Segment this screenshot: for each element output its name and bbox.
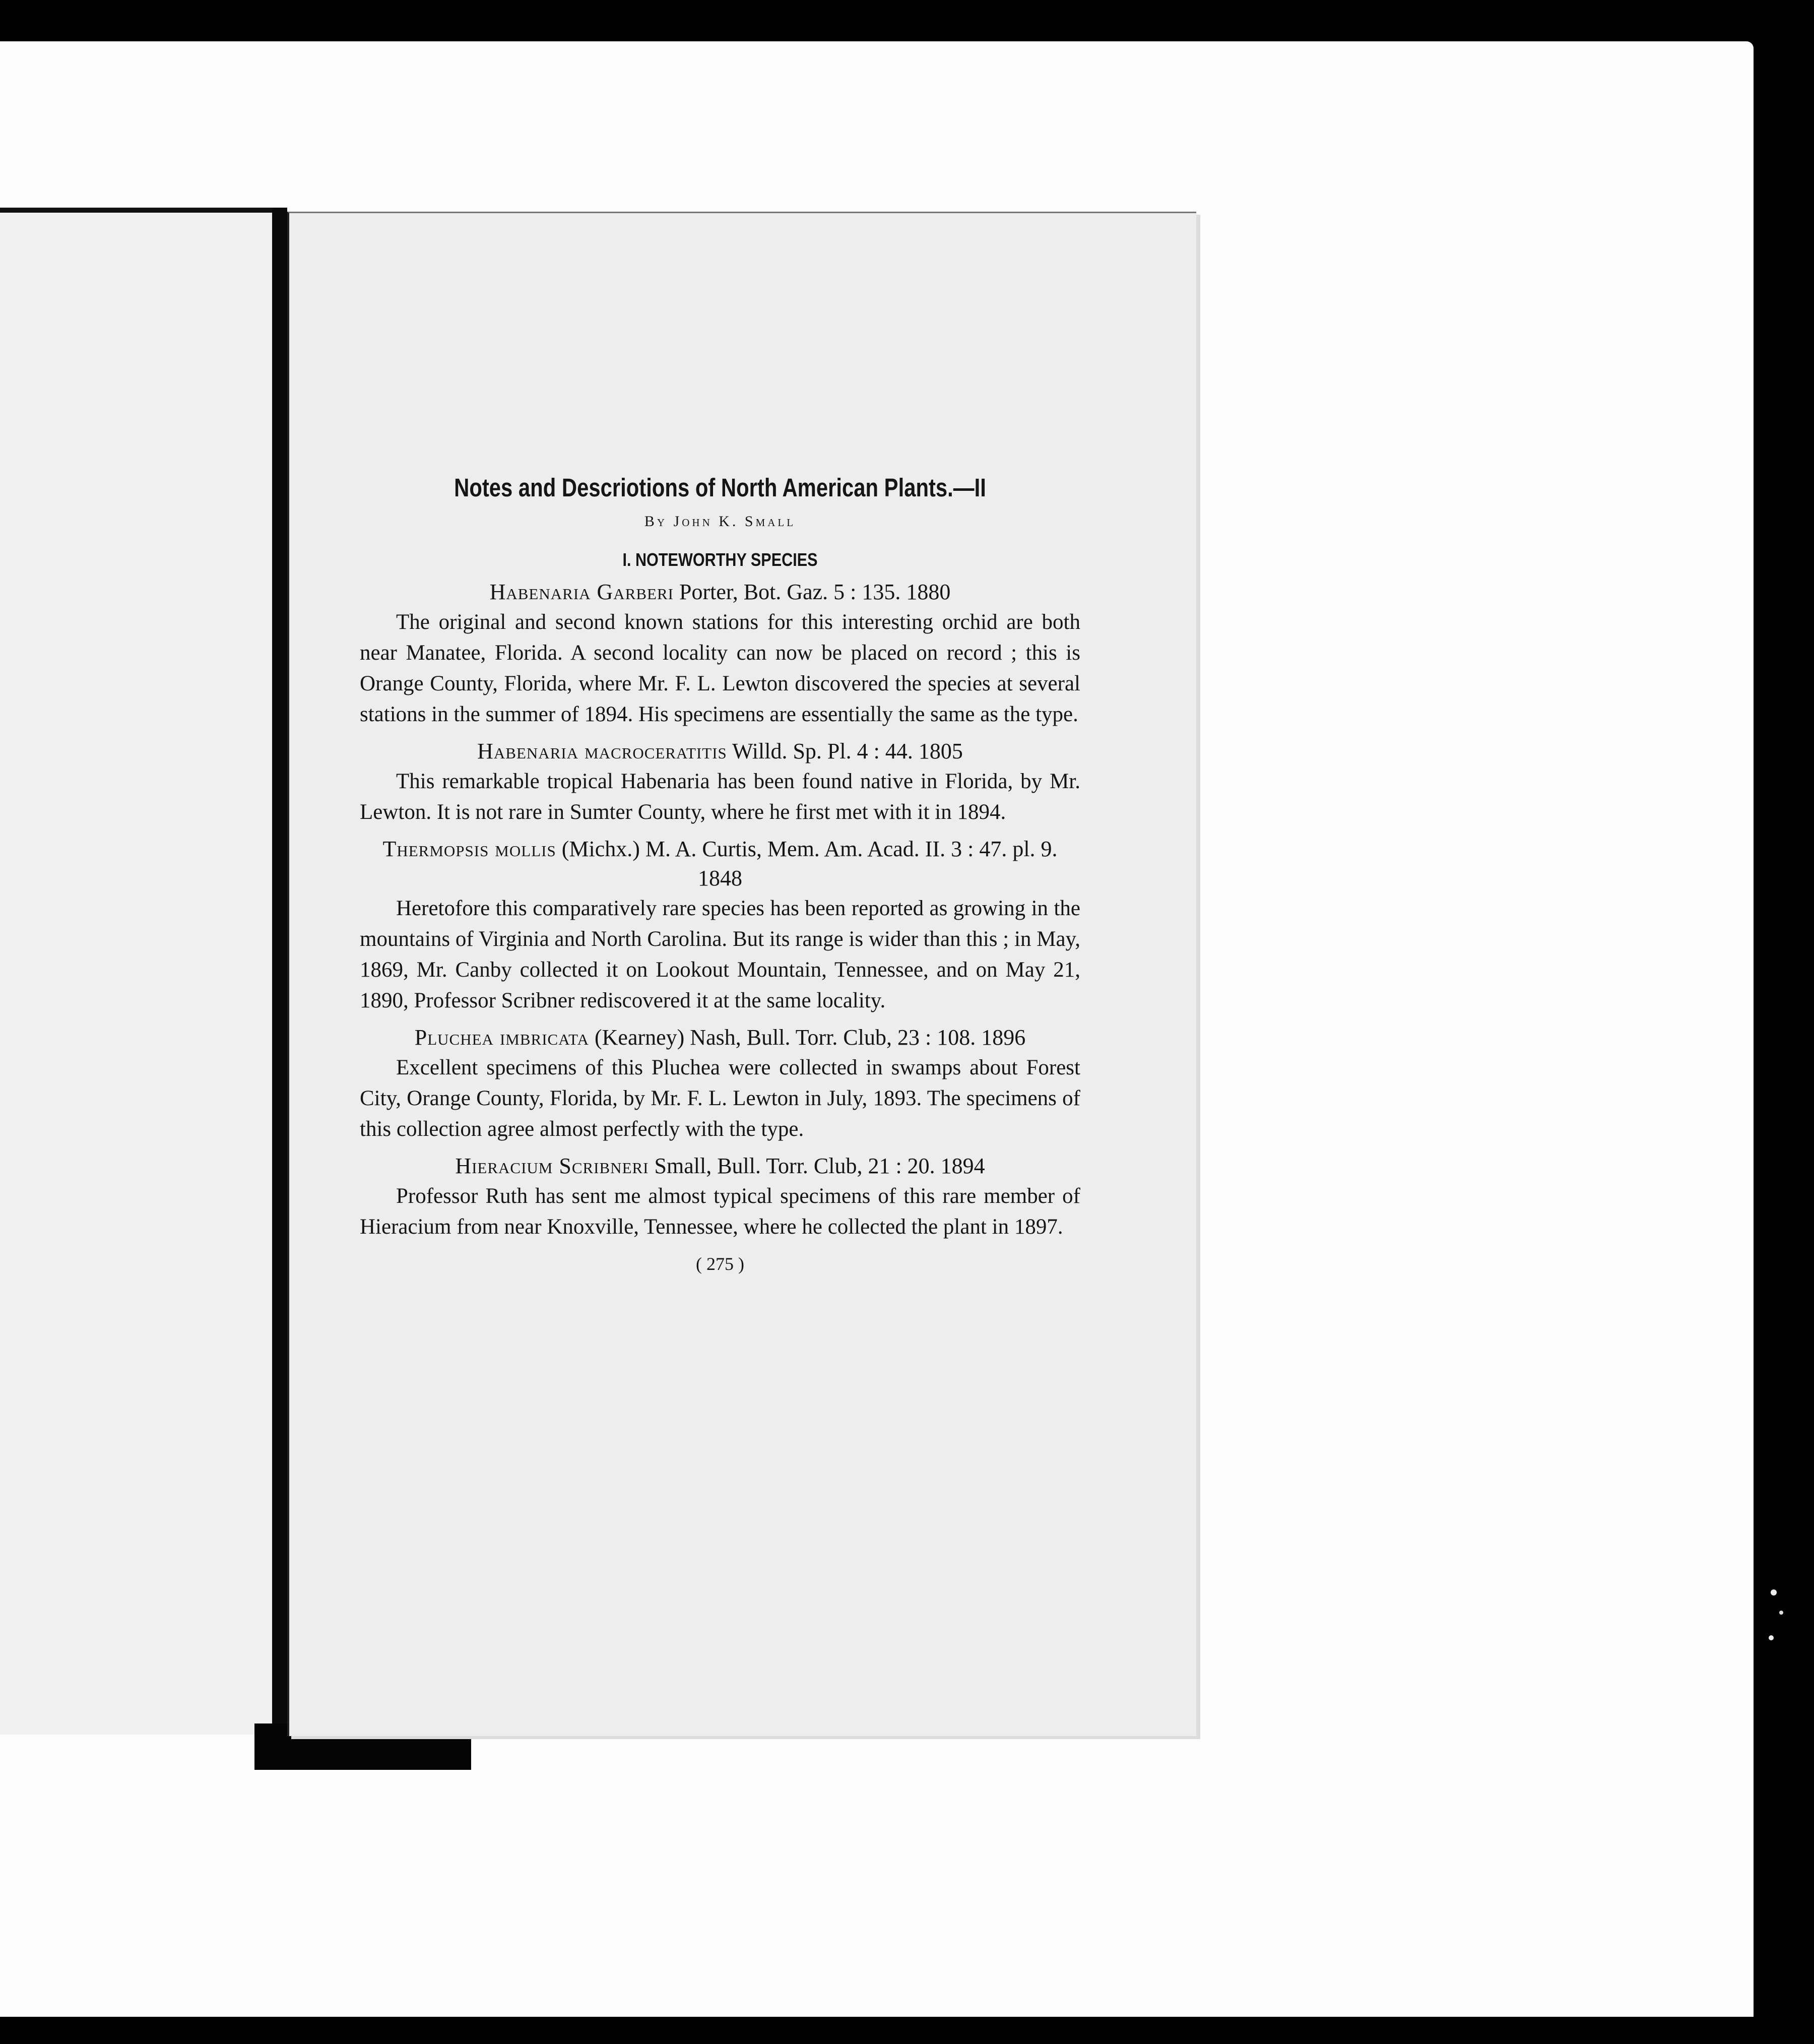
species-notes: Excellent specimens of this Pluchea were collected in swamps about Forest City, Orange County, Florida, by Mr. F. L. Lewton in July, 1893. The specimens of this collection agree almost perfectly with the type. xyxy=(360,1056,1080,1141)
species-citation: Porter, Bot. Gaz. 5 : 135. 1880 xyxy=(679,580,951,604)
page-content xyxy=(360,468,1080,1274)
species-citation: (Kearney) Nash, Bull. Torr. Club, 23 : 108. 1896 xyxy=(594,1025,1026,1050)
species-heading xyxy=(360,737,1080,766)
species-citation: Small, Bull. Torr. Club, 21 : 20. 1894 xyxy=(654,1154,985,1178)
facing-page xyxy=(0,208,280,1735)
species-name: Pluchea imbricata xyxy=(414,1025,589,1050)
species-heading xyxy=(360,578,1080,607)
species-entry xyxy=(360,737,1080,827)
species-entry xyxy=(360,578,1080,730)
species-notes: The original and second known stations for this interesting orchid are both near Manatee, Florida. A second locality can now be placed on record ; this is Orange County, Florida, where Mr. F. L. Lewton discovered the species at several stations in the summer of 1894. His specimens are essentially the same as the type. xyxy=(360,610,1080,726)
species-citation: Willd. Sp. Pl. 4 : 44. 1805 xyxy=(732,739,963,763)
article-title: Notes and Descriotions of North American Plants.—II xyxy=(454,473,986,502)
species-notes: Heretofore this comparatively rare species has been reported as growing in the mountains of Virginia and North Carolina. But its range is wider than this ; in May, 1869, Mr. Canby collected it on Lookout Mountain, Tennessee, and on May 21, 1890, Professor Scribner rediscovered it at the same locality. xyxy=(360,897,1080,1012)
author-byline: By John K. Small xyxy=(644,513,796,530)
document-page xyxy=(287,212,1196,1736)
species-entry xyxy=(360,835,1080,1016)
species-notes: This remarkable tropical Habenaria has been found native in Florida, by Mr. Lewton. It is not rare in Sumter County, where he first met with it in 1894. xyxy=(360,770,1080,824)
species-heading xyxy=(360,1023,1080,1052)
book-spine xyxy=(272,208,287,1724)
species-name: Habenaria Garberi xyxy=(489,580,674,604)
species-heading xyxy=(360,1152,1080,1181)
species-heading xyxy=(360,835,1080,893)
scan-edge-marks xyxy=(1759,1582,1794,1683)
species-entry xyxy=(360,1152,1080,1242)
section-heading: I. NOTEWORTHY SPECIES xyxy=(622,549,818,570)
page-number: ( 275 ) xyxy=(696,1254,744,1274)
species-name: Hieracium Scribneri xyxy=(455,1154,649,1178)
species-entry xyxy=(360,1023,1080,1144)
species-citation: (Michx.) M. A. Curtis, Mem. Am. Acad. II. 3 : 47. pl. 9. 1848 xyxy=(561,837,1058,890)
species-notes: Professor Ruth has sent me almost typical specimens of this rare member of Hieracium from near Knoxville, Tennessee, where he collected the plant in 1897. xyxy=(360,1184,1080,1239)
species-name: Habenaria macroceratitis xyxy=(477,739,727,763)
species-name: Thermopsis mollis xyxy=(382,837,556,861)
